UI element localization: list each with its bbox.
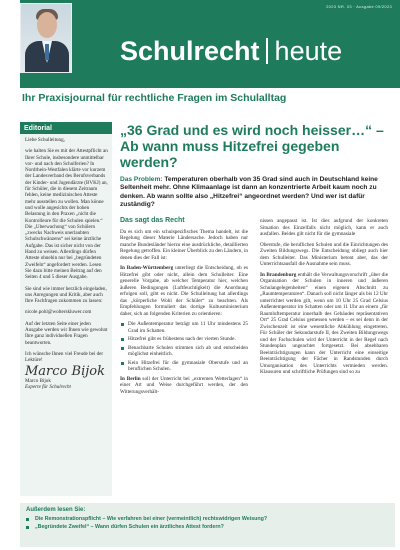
article-column-right xyxy=(260,218,388,380)
problem-text: Temperaturen oberhalb von 35 Grad sind auch in Deutschland keine Seltenheit mehr. Ohne Klimaanlage ist dann an konzentrierte Arbeit kaum noch zu denken. Ab wann sollte also „Hitzefrei“ angeordnet werden? Und wer ist dafür zuständig? xyxy=(120,176,378,209)
problem-label: Das Problem: xyxy=(120,176,163,183)
author-role: Experte für Schulrecht xyxy=(25,384,71,391)
editorial-heading: Editorial xyxy=(20,123,112,134)
article-paragraph: nissen angepasst ist. Ist dies aufgrund der konkreten Situation des Einzelfalls nicht möglich, kann er auch ausfallen. Beides gilt nicht für die gymnasiale xyxy=(260,218,388,237)
article-paragraph: In Berlin soll der Unterricht bei „extremen Wetterlagen“ in einer Art und Weise durchgeführt werden, der den Witterungsverhält- xyxy=(120,375,248,395)
issue-line: 2023 NR. 03 · Ausgabe 09/2023 xyxy=(326,4,392,9)
bullet-item: Die Außentemperatur beträgt um 11 Uhr mindestens 25 Grad im Schatten. xyxy=(120,321,248,334)
section-heading: Das sagt das Recht xyxy=(120,217,185,224)
article-headline: „36 Grad und es wird noch heisser…“ – Ab wann muss Hitzefrei gegeben werden? xyxy=(120,122,384,170)
teaser-link[interactable]: Die Remonstrationspflicht – Wie verfahren bei einer (vermeintlich) rechtswidrigen Weisung? xyxy=(26,516,389,524)
editorial-paragraph: wie halten Sie es mit der Attestpflicht an Ihrer Schule, insbesondere unmittelbar vor- und nach den Schulferien? In Nordrhein-Westfalen klärte vor kurzem der Landesverband des Berufsverbands der Kinder- und Jugendärzte (BVKJ) an, für Schüler, die in diesem Zeitraum fehlen, keine medizinischen Atteste mehr ausstellen zu wollen. Man könne und wolle angesichts der hohen Belastung in den Praxen „nicht die Kontrolleure für die Schulen spielen.“ Die „Uberwachung“ von Schülern „zwecks Nachweis unerlaubten Schulschwänzens“ sei keine ärztliche Aufgabe. Das ist sicher nicht von der Hand zu weisen. Allerdings dürfen Atteste ohnehin nur bei „begründeten Zweifeln“ angefordert werden. Lesen Sie dazu bitte meinen Beitrag auf den Seiten 4 und 5 dieser Ausgabe. xyxy=(25,148,108,281)
author-photo xyxy=(20,3,72,73)
bullet-item: Benachbarte Schulen stimmen sich ab und entscheiden möglichst einheitlich. xyxy=(120,345,248,358)
brand-bold: Schulrecht xyxy=(120,36,260,66)
article-columns xyxy=(120,218,390,498)
editorial-box xyxy=(20,122,112,496)
brand-divider xyxy=(266,38,268,64)
handwritten-signature: Marco Bijok xyxy=(25,363,105,379)
editorial-paragraph: Sie sind wie immer herzlich eingeladen, uns Anregungen und Kritik, aber auch Ihre Fachfragen zukommen zu lassen: xyxy=(25,285,107,305)
tagline: Ihr Praxisjournal für rechtliche Fragen im Schulalltag xyxy=(22,92,287,104)
teaser-link[interactable]: „Begründete Zweifel“ – Wann dürfen Schulen ein ärztliches Attest fordern? xyxy=(26,524,389,532)
state-name: In Berlin xyxy=(120,375,141,382)
author-name: Marco Bijok xyxy=(25,377,51,384)
also-in-issue-heading: Außerdem lesen Sie: xyxy=(26,507,86,513)
article-paragraph: Da es sich um ein schulspezifisches Thema handelt, ist die Regelung dieser Materie Ländersache. Jedoch haben nur manche Bundesländer hierzu eine ausdrückliche, detaillierten Regelung getroffen. Ein kleiner Überblick zu den Ländern, in denen dies der Fall ist: xyxy=(120,228,248,261)
editorial-email: nicole.pohl@wolterskluwer.com xyxy=(25,309,92,316)
bullet-item: Hitzefrei gibt es frühestens nach der vierten Stunde. xyxy=(120,336,248,343)
also-in-issue-box xyxy=(20,503,395,547)
article-paragraph: Oberstufe, die beruflichen Schulen und die Einrichtungen des Zweiten Bildungswegs. Die Entscheidung obliegt auch hier dem Schulleiter. Das Ministerium betont aber, das der Unterrichtsausfall die Ausnahme sein muss. xyxy=(260,241,388,267)
editorial-paragraph: Liebe Schulleitung, xyxy=(25,137,65,143)
article-column-left xyxy=(120,218,248,399)
editorial-paragraph: Auf der letzten Seite einer jeden Ausgabe werden wir Ihnen wie gewohnt Ihre ganz individuellen Fragen beantworten. xyxy=(25,320,108,346)
editorial-paragraph: Ich wünsche Ihnen viel Freude bei der Lektüre! xyxy=(25,350,104,364)
brand-light: heute xyxy=(274,36,343,66)
masthead-banner xyxy=(20,0,400,88)
state-name: In Baden-Württemberg xyxy=(120,265,174,271)
article-paragraph: In Brandenburg enthält die Verwaltungsvorschrift „über die Organisation der Schulen in inneren und äußeren Schulangelegenheiten“ einen eigenen Abschnitt zu „Raumtemperaturen“. Danach soll nicht länger als bis 12 Uhr unterrichtet werden gilt, wenn um 10 Uhr 25 Grad Celsius Außentemperatur im Schatten oder um 11 Uhr an einem „für Raumluftemperatur innerhalb des Gebäudes repräsentativen Ort“ 25 Grad Celsius gemessen werden – es sei denn in der Zwischenzeit ist eine wesentliche Abkühlung eingetreten. Für Schüler der Sekundarstufe II, des Zweiten Bildungswegs und der Fachschulen wird der Unterricht in der Regel nach Stundenplan ungeachtet fortgesetzt. Bei absehbaren Beeinträchtigungen kann der Unterricht eine einseitige Beeinträchtigung der Fächer in Randstunden durch Umorganisation des Unterrichts vermieden werden. Klausuren und schriftliche Prüfungen sind so zu xyxy=(260,271,388,375)
bullet-item: Kein Hitzefrei für die gymnasiale Oberstufe und an beruflichen Schulen. xyxy=(120,360,248,373)
publication-title xyxy=(120,35,342,67)
problem-statement xyxy=(120,176,390,210)
article xyxy=(120,122,390,395)
state-name: In Brandenburg xyxy=(260,271,297,278)
article-paragraph: In Baden-Württemberg unterliegt die Entscheidung, ob es Hitzefrei gibt oder nicht, allein dem Schulleiter. Eine generelle Vorgabe, ab welcher Temperatur hier, welchen äußeren Bedingungen (Luftfeuchtigkeit) die Anordnung erfolgen soll, gibt es nicht. Die Schulleitung hat allerdings das „körperliche Wohl der Schüler“ zu beachten. Als Empfehlungen formuliert das dortige Kultusministerium daher, sich an folgenden Kriterien zu orientieren: xyxy=(120,265,248,317)
